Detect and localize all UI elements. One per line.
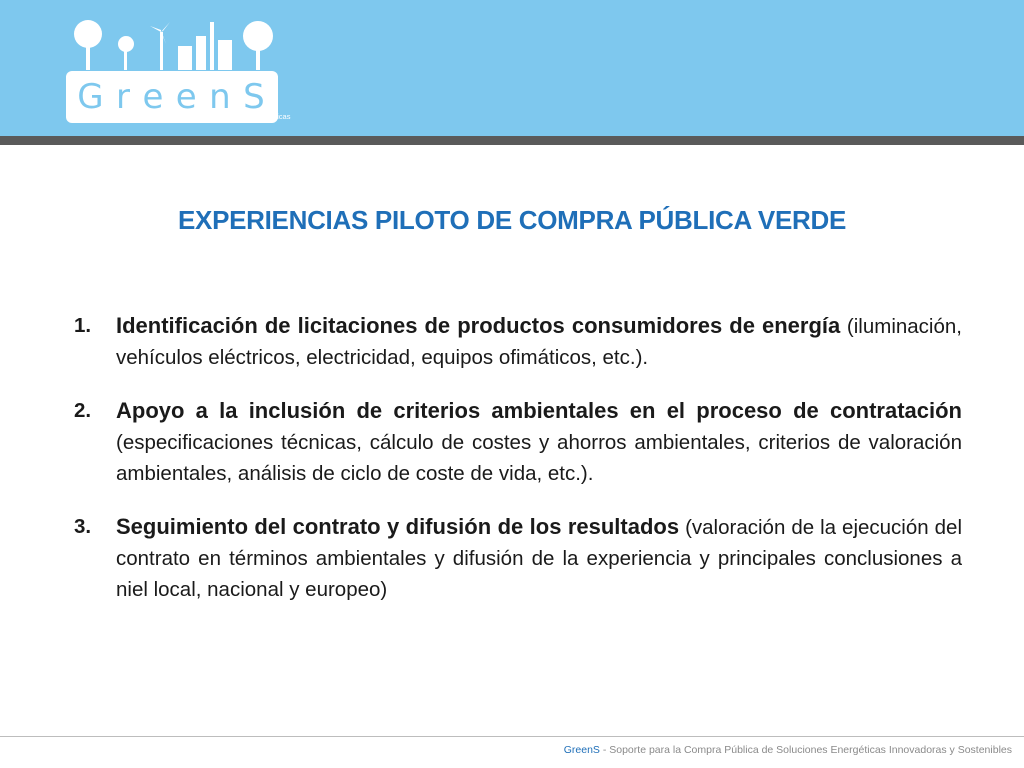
footer [564, 744, 1012, 756]
item-heading: Apoyo a la inclusión de criterios ambientales en el proceso de contratación [116, 398, 962, 423]
item-number: 2. [74, 399, 92, 422]
item-heading: Identificación de licitaciones de productos consumidores de energía [116, 313, 841, 338]
logo-letter: r [116, 77, 132, 117]
item-detail: (valoración de la ejecución del contrato en términos ambientales y difusión de la experiencia y principales conclusiones a niel local, nacional y europeo) [116, 516, 963, 601]
logo-letter: e [175, 77, 199, 117]
logo-letter: G [77, 77, 106, 117]
logo-letter: S [243, 77, 267, 117]
item-number: 3. [74, 515, 92, 538]
list-item [74, 310, 962, 373]
header-divider [0, 136, 1024, 145]
logo-letter: n [209, 77, 233, 117]
footer-divider [0, 736, 1024, 737]
list-item [74, 511, 962, 605]
numbered-list [74, 310, 962, 627]
logo-tagline: asistencia técnica • formación en CPS • recomendaciones políticas [68, 112, 291, 121]
logo-letter: e [142, 77, 166, 117]
list-item [74, 395, 962, 489]
item-number: 1. [74, 314, 92, 337]
logo-illustration-icon [66, 16, 278, 72]
slide-title: EXPERIENCIAS PILOTO DE COMPRA PÚBLICA VERDE [177, 205, 846, 235]
item-detail: (iluminación, vehículos eléctricos, electricidad, equipos ofimáticos, etc.). [116, 315, 962, 369]
item-detail: (especificaciones técnicas, cálculo de costes y ahorros ambientales, criterios de valoración ambientales, análisis de ciclo de coste de vida, etc.). [116, 431, 962, 485]
footer-text: - Soporte para la Compra Pública de Soluciones Energéticas Innovadoras y Sostenibles [599, 744, 1012, 756]
item-heading: Seguimiento del contrato y difusión de los resultados [116, 514, 680, 539]
footer-brand: GreenS [563, 744, 600, 756]
